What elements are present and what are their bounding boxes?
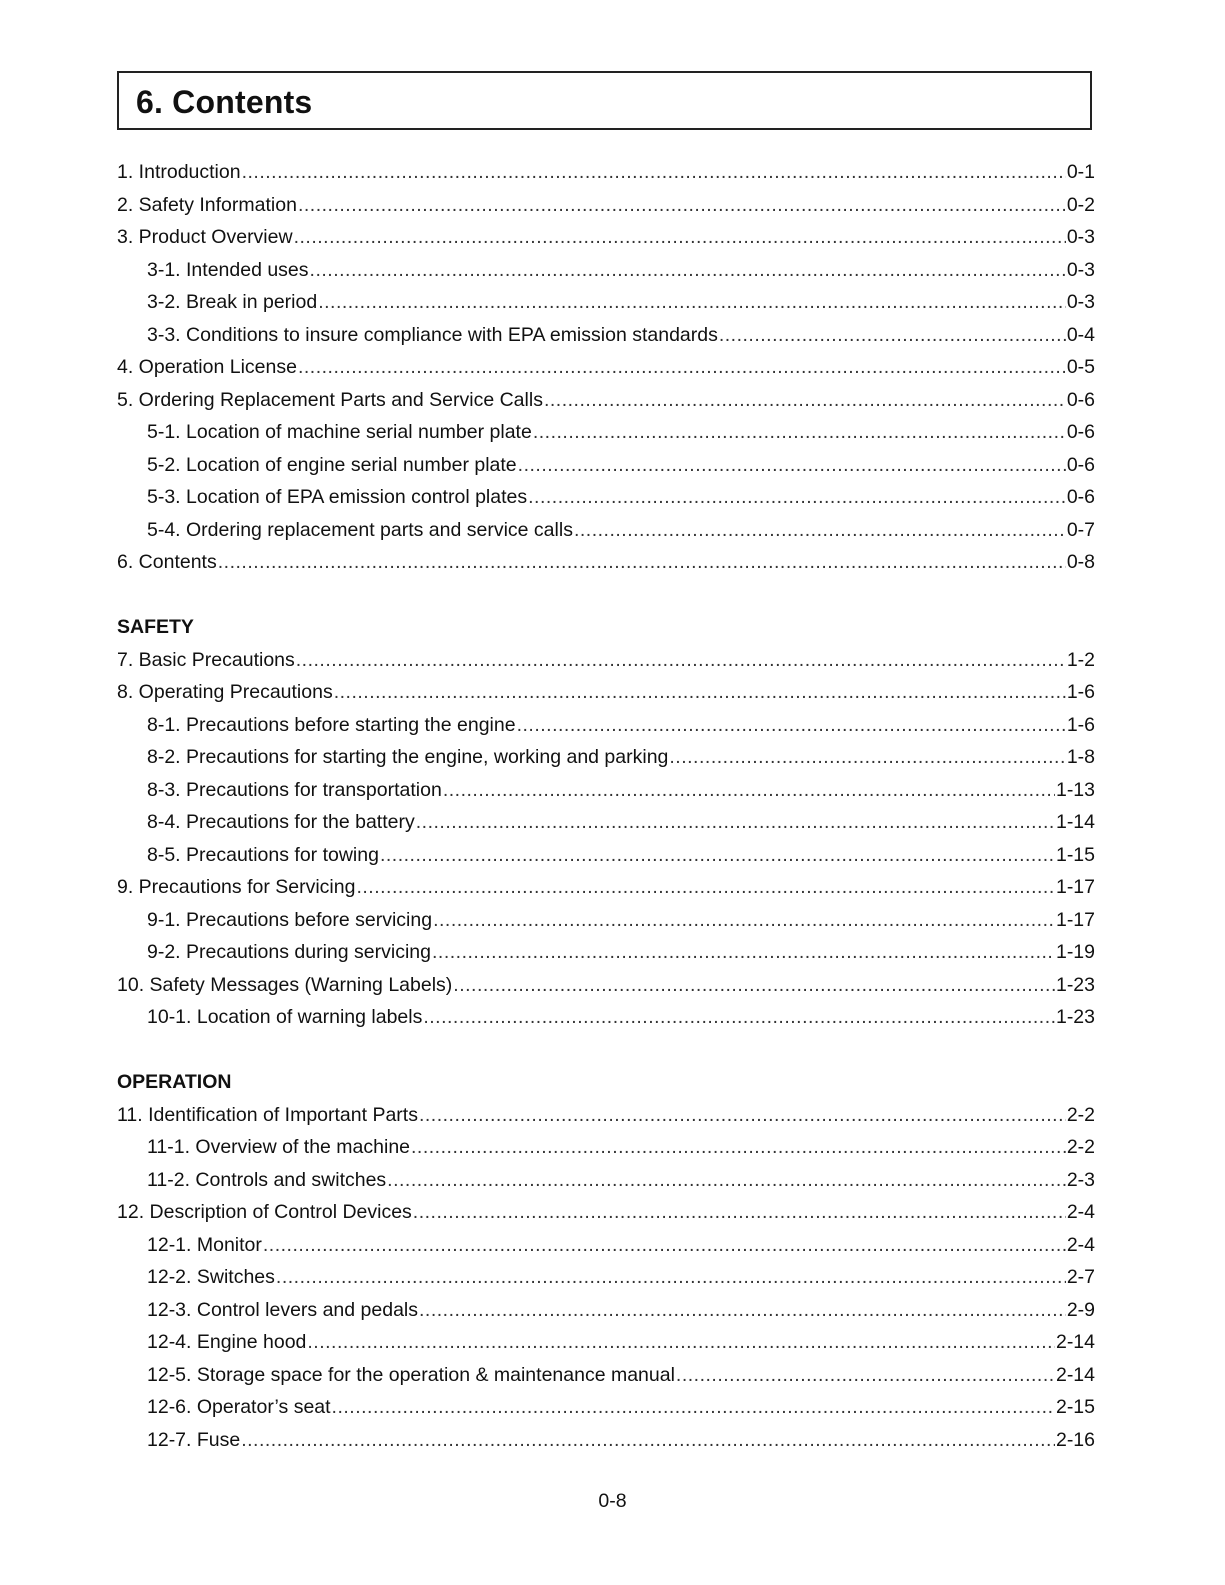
toc-entry-label: 8-3. Precautions for transportation bbox=[147, 778, 442, 801]
toc-entry-label: 11-2. Controls and switches bbox=[147, 1168, 387, 1191]
toc-entry-label: 11-1. Overview of the machine bbox=[147, 1136, 411, 1158]
toc-entry-page: 2-2 bbox=[1066, 1136, 1095, 1158]
dot-leader bbox=[356, 871, 1055, 904]
toc-entry-label: 5. Ordering Replacement Parts and Service Calls bbox=[117, 388, 543, 411]
toc-entry-label: 8-4. Precautions for the battery bbox=[147, 811, 415, 833]
dot-leader bbox=[453, 969, 1055, 1002]
toc-entry-label: 12. Description of Control Devices bbox=[117, 1201, 412, 1223]
section-heading-operation: OPERATION bbox=[117, 1071, 232, 1093]
toc-entry-label: 5-1. Location of machine serial number plate bbox=[147, 421, 532, 443]
dot-leader bbox=[574, 514, 1066, 547]
toc-entry-page: 2-14 bbox=[1055, 1331, 1095, 1353]
toc-subentry bbox=[117, 514, 1095, 547]
dot-leader bbox=[518, 449, 1066, 482]
toc-entry-label: 9. Precautions for Servicing bbox=[117, 876, 356, 898]
toc-entry bbox=[117, 546, 1095, 579]
dot-leader bbox=[310, 254, 1066, 287]
toc-subentry bbox=[117, 481, 1095, 514]
section-gap bbox=[117, 579, 1095, 612]
toc-entry-label: 3. Product Overview bbox=[117, 226, 293, 248]
dot-leader bbox=[719, 319, 1066, 352]
toc-entry-label: 3-3. Conditions to insure compliance with EPA emission standards bbox=[147, 323, 718, 346]
section-gap bbox=[117, 1034, 1095, 1067]
toc-entry-page: 2-3 bbox=[1066, 1168, 1095, 1191]
toc-entry-label: 3-1. Intended uses bbox=[147, 258, 309, 281]
toc-entry-page: 0-2 bbox=[1066, 193, 1095, 216]
toc-subentry bbox=[117, 839, 1095, 872]
toc-entry-label: 12-2. Switches bbox=[147, 1266, 275, 1288]
toc-subentry bbox=[117, 936, 1095, 969]
dot-leader bbox=[387, 1164, 1066, 1197]
dot-leader bbox=[298, 189, 1066, 222]
dot-leader bbox=[517, 709, 1066, 742]
toc-entry-page: 1-6 bbox=[1066, 681, 1095, 703]
toc-entry-label: 6. Contents bbox=[117, 551, 217, 573]
dot-leader bbox=[241, 1424, 1055, 1457]
dot-leader bbox=[419, 1099, 1066, 1132]
toc-entry-page: 0-3 bbox=[1066, 291, 1095, 313]
toc-entry-page: 2-2 bbox=[1066, 1103, 1095, 1126]
toc-subentry bbox=[117, 1229, 1095, 1262]
dot-leader bbox=[332, 1391, 1055, 1424]
dot-leader bbox=[411, 1131, 1066, 1164]
toc-subentry bbox=[117, 1001, 1095, 1034]
dot-leader bbox=[533, 416, 1066, 449]
toc-entry-label: 12-1. Monitor bbox=[147, 1233, 262, 1256]
toc-entry-page: 1-15 bbox=[1055, 843, 1095, 866]
dot-leader bbox=[669, 741, 1065, 774]
toc-entry-page: 2-9 bbox=[1066, 1298, 1095, 1321]
dot-leader bbox=[242, 156, 1066, 189]
toc-entry-label: 3-2. Break in period bbox=[147, 291, 318, 313]
toc-subentry bbox=[117, 1294, 1095, 1327]
page-title: 6. Contents bbox=[136, 84, 313, 120]
dot-leader bbox=[218, 546, 1066, 579]
dot-leader bbox=[276, 1261, 1066, 1294]
toc-entry-label: 5-4. Ordering replacement parts and service calls bbox=[147, 518, 573, 541]
dot-leader bbox=[432, 936, 1055, 969]
toc-entry bbox=[117, 156, 1095, 189]
toc-entry-label: 4. Operation License bbox=[117, 356, 297, 378]
dot-leader bbox=[528, 481, 1066, 514]
toc-entry bbox=[117, 969, 1095, 1002]
toc-entry-page: 0-6 bbox=[1066, 388, 1095, 411]
page-number: 0-8 bbox=[598, 1490, 627, 1512]
toc-entry-label: 10. Safety Messages (Warning Labels) bbox=[117, 973, 453, 996]
toc-subentry bbox=[117, 1131, 1095, 1164]
toc-entry bbox=[117, 676, 1095, 709]
toc-entry-label: 12-7. Fuse bbox=[147, 1428, 241, 1451]
toc-subentry bbox=[117, 709, 1095, 742]
toc-subentry bbox=[117, 1391, 1095, 1424]
toc-entry-label: 8-5. Precautions for towing bbox=[147, 843, 379, 866]
toc-subentry bbox=[117, 1424, 1095, 1457]
toc-subentry bbox=[117, 254, 1095, 287]
toc-operation-group bbox=[117, 1099, 1095, 1457]
toc-entry-page: 0-6 bbox=[1066, 421, 1095, 443]
dot-leader bbox=[413, 1196, 1066, 1229]
toc-entry-page: 1-17 bbox=[1055, 876, 1095, 898]
toc-entry-page: 1-23 bbox=[1055, 1006, 1095, 1028]
toc-entry-page: 0-6 bbox=[1066, 486, 1095, 508]
dot-leader bbox=[676, 1359, 1055, 1392]
toc-subentry bbox=[117, 449, 1095, 482]
toc-subentry bbox=[117, 774, 1095, 807]
toc-subentry bbox=[117, 1261, 1095, 1294]
dot-leader bbox=[443, 774, 1055, 807]
toc-entry-label: 2. Safety Information bbox=[117, 193, 297, 216]
toc-entry-label: 12-4. Engine hood bbox=[147, 1331, 307, 1353]
toc-entry-page: 1-2 bbox=[1066, 648, 1095, 671]
toc-intro-group bbox=[117, 156, 1095, 579]
toc-subentry bbox=[117, 319, 1095, 352]
toc-subentry bbox=[117, 286, 1095, 319]
toc-entry bbox=[117, 1196, 1095, 1229]
toc-entry bbox=[117, 384, 1095, 417]
toc-entry-page: 0-3 bbox=[1066, 226, 1095, 248]
toc-entry bbox=[117, 189, 1095, 222]
dot-leader bbox=[334, 676, 1066, 709]
toc-entry-page: 2-7 bbox=[1066, 1266, 1095, 1288]
toc-entry-page: 2-4 bbox=[1066, 1233, 1095, 1256]
toc-entry-label: 9-1. Precautions before servicing bbox=[147, 908, 433, 931]
toc-entry-page: 0-7 bbox=[1066, 518, 1095, 541]
toc-entry-page: 2-14 bbox=[1055, 1363, 1095, 1386]
dot-leader bbox=[544, 384, 1066, 417]
toc-entry-label: 7. Basic Precautions bbox=[117, 648, 295, 671]
dot-leader bbox=[294, 221, 1066, 254]
toc-entry-page: 1-23 bbox=[1055, 973, 1095, 996]
toc-entry-label: 12-3. Control levers and pedals bbox=[147, 1298, 418, 1321]
toc-entry-label: 1. Introduction bbox=[117, 161, 241, 183]
toc-entry-label: 12-6. Operator’s seat bbox=[147, 1396, 331, 1418]
toc-entry-label: 12-5. Storage space for the operation & maintenance manual bbox=[147, 1363, 675, 1386]
toc-entry bbox=[117, 221, 1095, 254]
toc-subentry bbox=[117, 1359, 1095, 1392]
section-heading-safety: SAFETY bbox=[117, 616, 194, 638]
dot-leader bbox=[433, 904, 1055, 937]
toc-entry bbox=[117, 351, 1095, 384]
dot-leader bbox=[307, 1326, 1055, 1359]
toc-entry bbox=[117, 644, 1095, 677]
toc-entry-label: 8. Operating Precautions bbox=[117, 681, 333, 703]
toc-entry-page: 0-8 bbox=[1066, 551, 1095, 573]
toc-subentry bbox=[117, 416, 1095, 449]
toc-entry-label: 9-2. Precautions during servicing bbox=[147, 941, 431, 963]
toc-entry-page: 1-8 bbox=[1066, 746, 1095, 768]
toc-entry-label: 11. Identification of Important Parts bbox=[117, 1103, 418, 1126]
dot-leader bbox=[423, 1001, 1055, 1034]
toc-entry bbox=[117, 871, 1095, 904]
page-title-box bbox=[117, 71, 1092, 130]
dot-leader bbox=[318, 286, 1066, 319]
toc-subentry bbox=[117, 904, 1095, 937]
toc-entry-label: 8-1. Precautions before starting the engine bbox=[147, 713, 516, 736]
toc-entry-label: 5-3. Location of EPA emission control plates bbox=[147, 486, 528, 508]
dot-leader bbox=[263, 1229, 1066, 1262]
dot-leader bbox=[416, 806, 1055, 839]
toc-entry-label: 8-2. Precautions for starting the engine, working and parking bbox=[147, 746, 669, 768]
dot-leader bbox=[419, 1294, 1066, 1327]
toc-subentry bbox=[117, 1326, 1095, 1359]
dot-leader bbox=[298, 351, 1066, 384]
toc-entry-page: 1-17 bbox=[1055, 908, 1095, 931]
toc-entry-page: 2-15 bbox=[1055, 1396, 1095, 1418]
toc-entry-page: 2-4 bbox=[1066, 1201, 1095, 1223]
toc-entry-page: 1-6 bbox=[1066, 713, 1095, 736]
toc-entry-page: 1-19 bbox=[1055, 941, 1095, 963]
toc-entry-page: 1-14 bbox=[1055, 811, 1095, 833]
toc-entry-page: 0-1 bbox=[1066, 161, 1095, 183]
toc-entry-page: 1-13 bbox=[1055, 778, 1095, 801]
toc-entry-page: 2-16 bbox=[1055, 1428, 1095, 1451]
dot-leader bbox=[296, 644, 1066, 677]
toc-entry-label: 5-2. Location of engine serial number plate bbox=[147, 453, 517, 476]
toc-entry-page: 0-5 bbox=[1066, 356, 1095, 378]
toc-subentry bbox=[117, 1164, 1095, 1197]
table-of-contents bbox=[117, 156, 1095, 1456]
toc-safety-group bbox=[117, 644, 1095, 1034]
toc-entry-page: 0-4 bbox=[1066, 323, 1095, 346]
toc-entry-page: 0-6 bbox=[1066, 453, 1095, 476]
toc-entry-label: 10-1. Location of warning labels bbox=[147, 1006, 423, 1028]
toc-subentry bbox=[117, 741, 1095, 774]
toc-entry-page: 0-3 bbox=[1066, 258, 1095, 281]
toc-subentry bbox=[117, 806, 1095, 839]
dot-leader bbox=[380, 839, 1055, 872]
toc-entry bbox=[117, 1099, 1095, 1132]
